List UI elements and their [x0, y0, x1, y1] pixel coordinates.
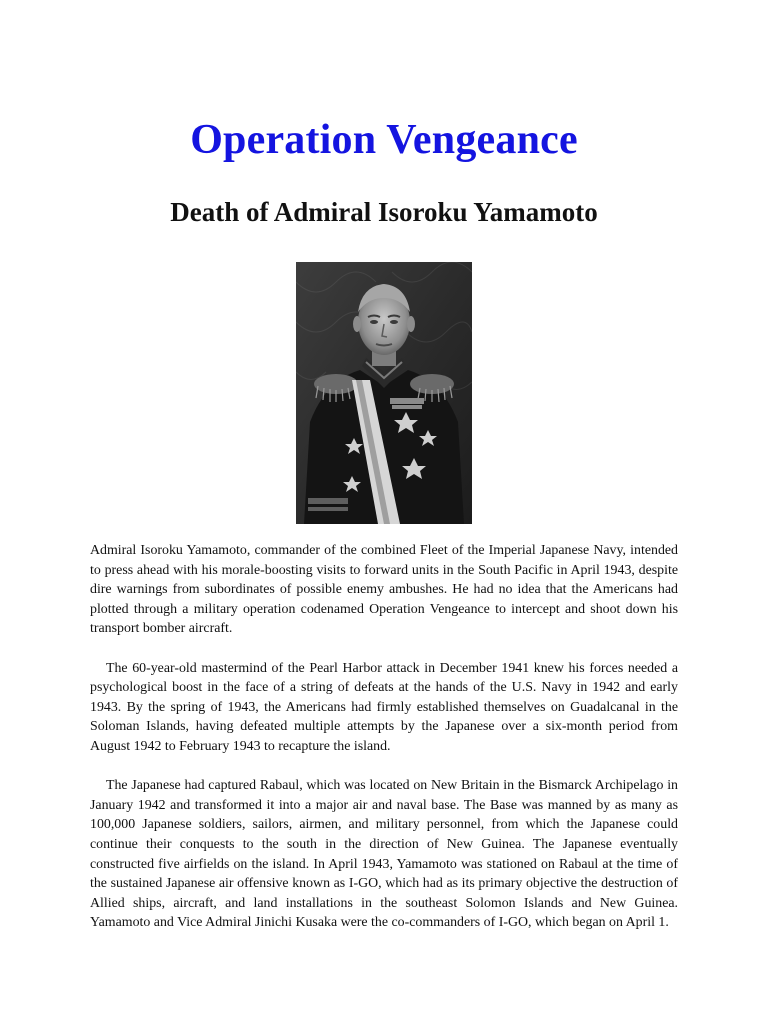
paragraph-1: Admiral Isoroku Yamamoto, commander of the combined Fleet of the Imperial Japanese Navy, intended to press ahead with his morale-boosting visits to forward units in the South Pacific in April 1943, despite dire warnings from subordinates of possible enemy ambushes. He had no idea that the Americans had plotted through a military operation codenamed Operation Vengeance to intercept and shoot down his transport bomber aircraft.: [90, 543, 678, 637]
article-body: [90, 541, 678, 952]
yamamoto-portrait-photo: [296, 262, 472, 524]
portrait-illustration: [296, 262, 472, 524]
paragraph-2: The 60-year-old mastermind of the Pearl Harbor attack in December 1941 knew his forces needed a psychological boost in the face of a string of defeats at the hands of the U.S. Navy in 1942 and early 1943. By the spring of 1943, the Americans had firmly established themselves on Guadalcanal in the Soloman Islands, having defeated multiple attempts by the Japanese over a six-month period from August 1942 to February 1943 to recapture the island.: [90, 660, 678, 754]
page-subtitle: Death of Admiral Isoroku Yamamoto: [170, 197, 598, 227]
paragraph-3: The Japanese had captured Rabaul, which was located on New Britain in the Bismarck Archipelago in January 1942 and transformed it into a major air and naval base. The Base was manned by as many as 100,000 Japanese soldiers, sailors, airmen, and military personnel, from which the Japanese could continue their conquests to the south in the direction of New Guinea. The Japanese eventually constructed five airfields on the island. In April 1943, Yamamoto was stationed on Rabaul at the time of the sustained Japanese air offensive known as I-GO, which had as its primary objective the destruction of Allied ships, aircraft, and land installations in the southeast Solomon Islands and New Guinea. Yamamoto and Vice Admiral Jinichi Kusaka were the co-commanders of I-GO, which began on April 1.: [90, 778, 678, 931]
page-title: Operation Vengeance: [190, 117, 578, 163]
